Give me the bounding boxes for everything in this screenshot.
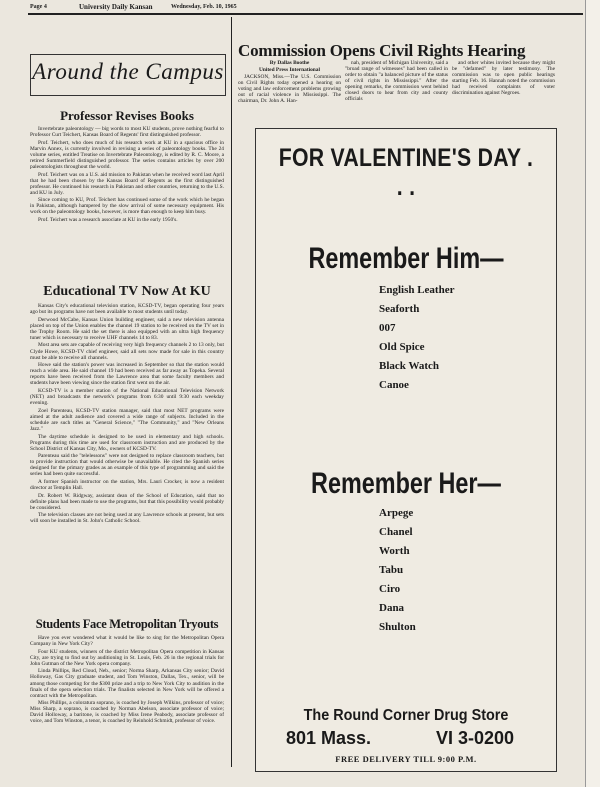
masthead-rule — [28, 13, 583, 15]
list-item: Black Watch — [379, 360, 440, 372]
article-headline: Educational TV Now At KU — [43, 284, 211, 299]
list-item: Shulton — [379, 621, 416, 633]
paragraph: nah, president of Michigan University, said a "broad range of witnesses" had been called in order to obtain "a balanced picture of the status of civil rights in Mississippi." After the opening remarks, the commission went behind closed doors to hear from city and county officials — [345, 60, 448, 103]
column-divider — [231, 17, 232, 767]
wire-agency: United Press International — [259, 67, 320, 74]
store-name: The Round Corner Drug Store — [303, 707, 509, 724]
list-item: Worth — [379, 545, 410, 557]
list-item: Arpege — [379, 507, 414, 519]
her-list — [379, 504, 416, 637]
paragraph: Howe said the station's power was increased in September so that the station would reach a wide area. He said channel 19 had been received as far away as Topeka. Several reports have been received from the Lawrence area that some faculty members and students have been viewing since the station first went on the air. — [30, 362, 224, 387]
her-heading: Remember Her— — [311, 467, 501, 500]
article-body — [30, 303, 224, 613]
paragraph: JACKSON, Miss.—The U.S. Commission on Civil Rights today opened a hearing on voting and law enforcement problems growing out of racial violence in Mississippi. The chairman, Dr. John A. Han- — [238, 74, 341, 105]
paragraph: The television classes are not being used at any Lawrence schools at present, but sets will soon be installed in St. John's Catholic School. — [30, 512, 224, 525]
civil-rights-column — [452, 60, 555, 112]
list-item: English Leather — [379, 284, 455, 296]
paragraph: Linda Phillips, Red Cloud, Neb., senior; Norma Sharp, Arkansas City senior; David Holloway, Gas City graduate student, and Tom Winston, Dallas, Tex., senior, will be among those competing for the $300 prize and a trip to New York City to audition in the finals of the opera selection trials. The finalists selected in New York will be offered a contract with the Metropolitan. — [30, 668, 224, 699]
list-item: 007 — [379, 322, 396, 334]
store-address: 801 Mass. — [286, 728, 372, 748]
civil-rights-column — [238, 60, 341, 112]
paragraph: Since coming to KU, Prof. Teichert has continued some of the work which he began in Pakistan, although hampered by the slow arrival of some necessary equipment. His work on the paleontology books, however, is more than enough to keep him busy. — [30, 197, 224, 216]
article-headline: Students Face Metropolitan Tryouts — [35, 617, 219, 631]
paragraph: Kansas City's educational television station, KCSD-TV, began operating four years ago but its programs have not been available to most students until today. — [30, 303, 224, 316]
ad-title: FOR VALENTINE'S DAY . . . — [278, 144, 534, 201]
list-item: Canoe — [379, 379, 409, 391]
paragraph: A former Spanish instructor on the station, Mrs. Lauri Crocker, is now a resident director at Templin Hall. — [30, 479, 224, 492]
list-item: Old Spice — [379, 341, 425, 353]
page-number: Page 4 — [30, 4, 47, 10]
valentine-advertisement — [255, 128, 557, 772]
delivery-note: FREE DELIVERY TILL 9:00 P.M. — [335, 754, 477, 764]
him-list — [379, 281, 454, 395]
column-title: Around the Campus — [32, 59, 224, 84]
list-item: Tabu — [379, 564, 404, 576]
paragraph: Have you ever wondered what it would be like to sing for the Metropolitan Opera Company in New York City? — [30, 635, 224, 648]
paragraph: Most area sets are capable of receiving very high frequency channels 2 to 13 only, but Clyde Howe, KCSD-TV chief engineer, said all sets now made for sale in this country must be able to receive all channels. — [30, 342, 224, 361]
civil-rights-headline: Commission Opens Civil Rights Hearing — [238, 41, 526, 60]
list-item: Seaforth — [379, 303, 420, 315]
issue-date: Wednesday, Feb. 10, 1965 — [171, 4, 237, 10]
paragraph: Parenteau said the "telelessons" were not designed to replace classroom teachers, but to provide instruction that would otherwise be unavailable. He cited the Spanish series designed for the primary grades as an example of this type of programming and said the series had been quite successful. — [30, 453, 224, 478]
list-item: Chanel — [379, 526, 413, 538]
paragraph: Prof. Teichert was a research associate at KU in the early 1950's. — [38, 217, 178, 224]
paragraph: Prof. Teichert was on a U.S. aid mission to Pakistan when he received word last April that he had been chosen by the Kansas Board of Regents as the first distinguished professor. He continued his research in Pakistan and other countries, returning to the U.S. and KU in July. — [30, 171, 224, 196]
paragraph: The daytime schedule is designed to be used in elementary and high schools. Programs during this time are used for classroom instruction and are produced by the School District of Kansas City, Mo., owners of KCSD-TV. — [30, 433, 224, 452]
paragraph: Miss Phillips, a coloratura soprano, is coached by Joseph Wilkins, professor of voice; Miss Sharp, a soprano, is coached by Norman Abelson, associate professor of voice; David Holloway, a baritone, is coached by Miss Irene Peabody, associate professor of voice, and Tom Winston, a tenor, is coached by Reinhold Schmidt, professor of voice. — [30, 700, 224, 725]
list-item: Dana — [379, 602, 405, 614]
paragraph: Derwood McCabe, Kansas Union building engineer, said a new television antenna placed on top of the Union enables the channel 19 station to be received on the TV set in the Trophy Room. He said the set there is also equipped with an ultra high frequency tuner which is necessary to receive UHF channels 14 to 83. — [30, 316, 224, 341]
paragraph: Dr. Robert W. Ridgway, assistant dean of the School of Education, said that no definite plans had been made to use the programs, but that this possibility would probably be considered. — [30, 492, 224, 511]
store-phone: VI 3-0200 — [436, 728, 515, 748]
adjacent-page-edge — [585, 0, 600, 787]
paragraph: and other whites invited because they might be "defamed" by later testimony. The commission was to open public hearings starting Feb. 16. Hannah noted the commission had received complaints of voter discrimination against Negroes. — [452, 60, 555, 97]
paragraph: Invertebrate paleontology — big words to most KU students, prove nothing fearful to Professor Curt Teichert, Kansas Board of Regents' first distinguished professor. — [30, 126, 224, 139]
paragraph: Prof. Teichert, who does much of his research work at KU in a spacious office in Marvin Annex, is currently involved in revising a series of paleontology books. The 24 volume series, entitled Treatise on Invertebrate Paleontology, is edited by R. C. Moore, a retired Summerfield distinguished professor. The series contains articles by over 200 paleontologists throughout the world. — [30, 139, 224, 170]
list-item: Ciro — [379, 583, 401, 595]
paragraph: Zoel Parenteau, KCSD-TV station manager, said that most NET programs were aimed at the adult audience and covered a wide range of subjects. Included in the schedule are such titles as "General Science," "The Community," and "New Orleans Jazz." — [30, 407, 224, 432]
civil-rights-column — [345, 60, 448, 112]
him-heading: Remember Him— — [308, 242, 504, 275]
article-body — [30, 126, 224, 306]
byline: By Dallas Boothe — [269, 60, 310, 66]
column-title-box — [30, 54, 226, 96]
paragraph: Four KU students, winners of the district Metropolitan Opera competition in Kansas City, are trying to find out by auditioning in St. Louis, Feb. 26 in the regional trials for John Gutman of the New York opera company. — [30, 648, 224, 667]
article-body — [30, 635, 224, 775]
paper-name: University Daily Kansan — [79, 3, 153, 11]
paragraph: KCSD-TV is a member station of the National Educational Television Network (NET) and broadcasts the network's programs from 6:30 until 9:30 each weekday evening. — [30, 387, 224, 407]
article-headline: Professor Revises Books — [60, 108, 194, 123]
